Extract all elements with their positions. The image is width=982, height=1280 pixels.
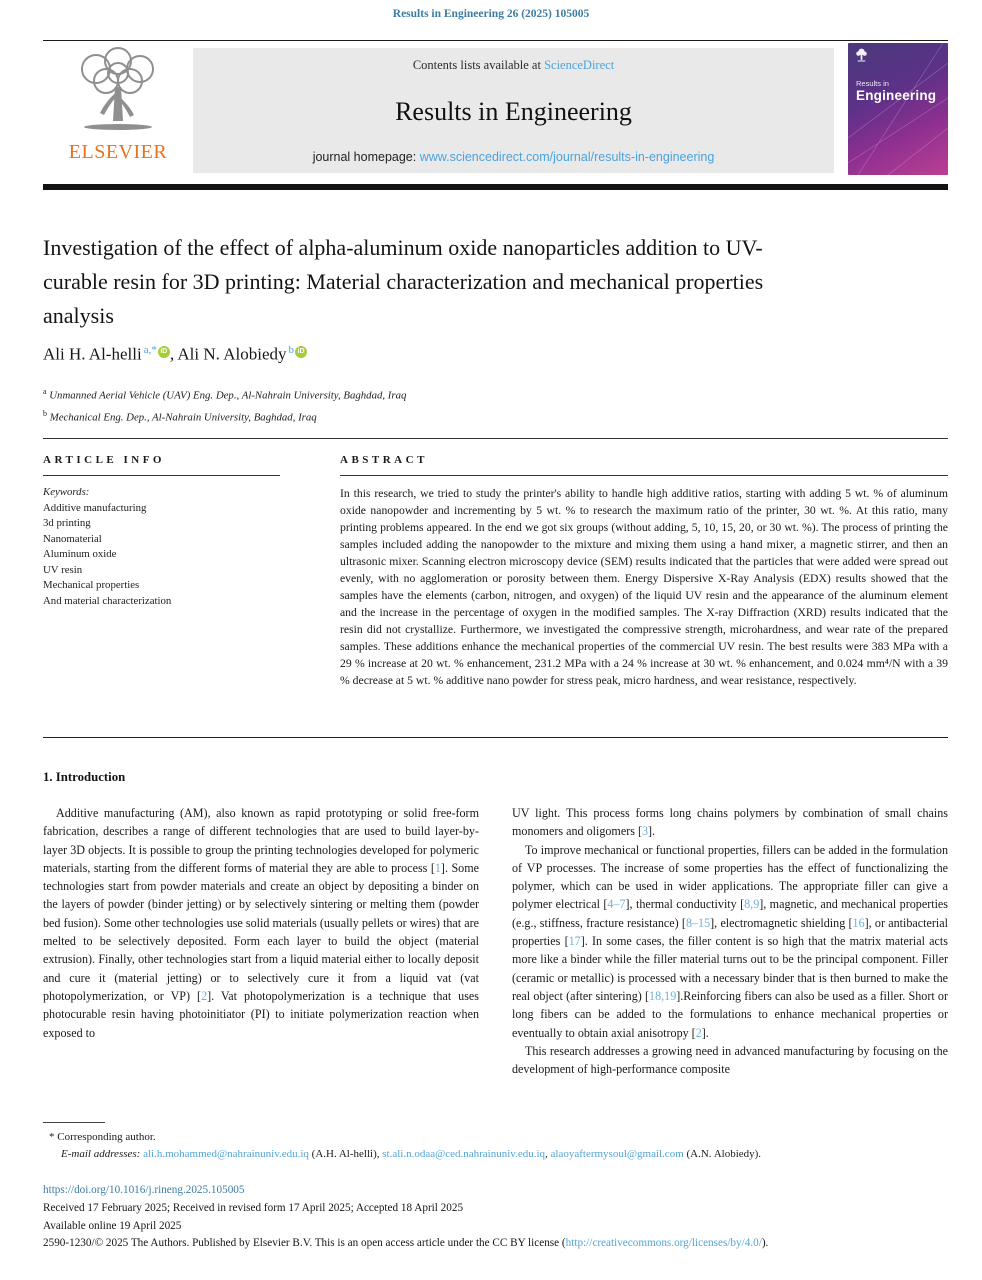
intro-paragraph <box>512 1042 948 1079</box>
author-superscript[interactable]: a,* <box>143 344 157 356</box>
orcid-icon[interactable]: iD <box>158 346 170 358</box>
elsevier-wordmark: ELSEVIER <box>68 141 168 163</box>
abstract-rule <box>340 475 948 476</box>
cover-title <box>856 79 936 103</box>
contents-label: Contents lists available at <box>412 58 545 72</box>
affiliation-text: Unmanned Aerial Vehicle (UAV) Eng. Dep., Al-Nahrain University, Baghdad, Iraq <box>46 389 407 402</box>
author-name: Ali H. Al-helli <box>43 344 142 364</box>
text-segment: ].Reinforcing fibers can also be used as a filler. Short or long fibers can be added to the formulations to enhance mechanical properties or eventually to obtain axial anisotropy [ <box>512 988 949 1040</box>
text-segment: ]. In some cases, the filler content is so high that the matrix material acts more like a binder while the filler material turns out to be the principal component. Filler (ceramic or metallic) is processed with a necessary binder that is then burned to make the real object (after sintering) [ <box>512 934 948 1003</box>
intro-paragraph <box>512 841 948 1042</box>
abstract-header: ABSTRACT <box>340 454 428 466</box>
available-online-line: Available online 19 April 2025 <box>43 1219 182 1232</box>
text-segment: ). <box>761 1237 769 1250</box>
affiliation-text: Mechanical Eng. Dep., Al-Nahrain University, Baghdad, Iraq <box>47 411 317 424</box>
intro-paragraph <box>512 804 948 841</box>
author-superscript[interactable]: b <box>288 344 294 356</box>
inline-link[interactable]: http://creativecommons.org/licenses/by/4.0/ <box>565 1237 762 1250</box>
keyword-item: Mechanical properties <box>43 579 140 591</box>
article-info-rule <box>43 475 280 476</box>
keyword-item: UV resin <box>43 563 83 576</box>
keyword-item: Aluminum oxide <box>43 548 117 560</box>
right-column <box>512 804 948 1078</box>
citation-link[interactable]: 2 <box>695 1025 702 1040</box>
received-dates-line: Received 17 February 2025; Received in revised form 17 April 2025; Accepted 18 April 2025 <box>43 1201 464 1214</box>
text-segment: ], magnetic, and mechanical properties (e.g., stiffness, fracture resistance) [ <box>512 897 949 930</box>
inline-link[interactable]: alaoyaftermysoul@gmail.com <box>550 1148 684 1160</box>
affiliation-line <box>43 405 406 427</box>
affiliation-superscript: b <box>43 408 47 418</box>
keywords-list <box>43 485 293 609</box>
text-segment: This research addresses a growing need in advanced manufacturing by focusing on the development of high-performance composite <box>512 1043 948 1077</box>
text-segment: ], thermal conductivity [ <box>625 897 745 912</box>
text-segment: ], electromagnetic shielding [ <box>710 915 853 930</box>
introduction-heading: 1. Introduction <box>43 770 126 784</box>
author-separator: , <box>169 344 178 364</box>
left-column <box>43 804 479 1078</box>
citation-link[interactable]: 3 <box>641 824 649 839</box>
text-segment: (A.N. Alobiedy). <box>683 1148 762 1160</box>
contents-line <box>413 58 614 73</box>
citation-link[interactable]: 4–7 <box>607 897 626 912</box>
homepage-label: journal homepage: <box>312 150 420 164</box>
inline-link[interactable]: ali.h.mohammed@nahrainuniv.edu.iq <box>143 1148 309 1160</box>
footnote-rule <box>43 1122 105 1123</box>
journal-banner <box>43 40 948 177</box>
text-segment: Additive manufacturing (AM), also known as rapid prototyping or solid free-form fabrication, describes a range of different technologies that are used to build layer-by-layer 3D objects. It is possible to group the printing technologies developed for polymeric materials, starting from the different forms of material they are able to process [ <box>43 806 479 875</box>
article-info-header: ARTICLE INFO <box>43 454 165 466</box>
homepage-link[interactable]: www.sciencedirect.com/journal/results-in-engineering <box>419 150 715 164</box>
info-abstract-block <box>43 438 948 738</box>
introduction-section <box>43 770 948 1078</box>
affiliation-superscript: a <box>43 387 47 396</box>
email-addresses-line <box>43 1146 948 1163</box>
author-name: Ali N. Alobiedy <box>177 344 287 364</box>
affiliations <box>43 383 406 426</box>
elsevier-tree-icon <box>66 47 170 139</box>
inline-link[interactable]: st.ali.n.odaa@ced.nahrainuniv.edu.iq <box>382 1148 546 1160</box>
text-segment: ]. <box>701 1025 709 1040</box>
citation-link[interactable]: 8,9 <box>744 897 760 912</box>
text-segment: E-mail addresses: <box>61 1148 144 1160</box>
text-segment: , <box>545 1148 551 1160</box>
homepage-line <box>313 150 715 164</box>
text-segment: ]. <box>648 824 656 839</box>
text-segment: UV light. This process forms long chains polymers by combination of small chains monomers and oligomers [ <box>512 806 948 839</box>
text-segment: To improve mechanical or functional properties, fillers can be added in the formulation of VP processes. The increase of some properties has the effect of functionalizing the polymer, which can be used in wider applications. The appropriate filler can give a polymer electrical [ <box>512 842 948 912</box>
section-divider-rule <box>43 737 948 738</box>
keyword-item: Additive manufacturing <box>43 501 147 514</box>
orcid-icon[interactable]: iD <box>295 346 307 358</box>
citation-link[interactable]: 8–15 <box>685 915 711 930</box>
banner-box <box>193 48 834 173</box>
sciencedirect-link[interactable]: ScienceDirect <box>544 58 615 72</box>
affiliation-line <box>43 383 406 405</box>
text-segment: (A.H. Al-helli), <box>308 1148 383 1160</box>
article-title: Investigation of the effect of alpha-aluminum oxide nanoparticles addition to UV-curable resin for 3D printing: Material characterization and mechanical properties analysis <box>43 235 764 328</box>
citation-link[interactable]: 1 <box>434 860 441 875</box>
keyword-item: 3d printing <box>43 517 91 529</box>
banner-journal-title: Results in Engineering <box>395 96 632 126</box>
keyword-item: And material characterization <box>43 594 172 607</box>
citation-link[interactable]: 17 <box>568 934 581 949</box>
cover-title-line1: Results in <box>856 79 889 88</box>
text-segment: ]. Some technologies start from powder materials and create an object by depositing a binder on the layers of powder (binder jetting) or by selectively sintering or melting them (powder bed fusion). Some other technologies use solid materials (usually pellets or wires) that are melted to be selectively deposited. Form each layer to build the object (material extrusion). Finally, other technologies start from a liquid material either to locally deposit and cure it (material jetting) or to selectively cure it from a liquid vat (vat photopolymerization, or VP) [ <box>43 860 479 1003</box>
two-column-body <box>43 804 948 1078</box>
citation-link[interactable]: 2 <box>201 988 208 1003</box>
text-segment: 2590-1230/© 2025 The Authors. Published by Elsevier B.V. This is an open access article under the CC BY license ( <box>43 1237 566 1250</box>
intro-paragraph <box>43 804 479 1042</box>
abstract-column <box>340 439 948 738</box>
journal-reference: Results in Engineering 26 (2025) 105005 <box>392 8 590 20</box>
banner-bottom-rule <box>43 184 948 190</box>
article-footer <box>43 1182 948 1253</box>
text-segment: ], or antibacterial properties [ <box>512 915 949 949</box>
abstract-text: In this research, we tried to study the printer's ability to handle high additive ratios, starting with adding 5 wt. % of aluminum oxide nanopowder and incrementing by 5 wt. % to research the maximum ratio of the printer, 30 wt. %. At this ratio, many printing problems appeared. In the end we got six groups (without adding, 5, 10, 15, 20, or 30 wt. %). The process of printing the samples included adding the nanopowder to the mixture and mixing them using a hand mixer, a magnetic stirrer, and then an ultrasonic mixer. Scanning electron microscopy device (SEM) results indicated that the particles that were added were spread out evenly, with no agglomeration or porosity between them. Energy Dispersive X-Ray Analysis (EDX) results showed that the samples have the elements (carbon, nitrogen, and oxygen) of the liquid UV resin and the appearance of the aluminum element and the increase in the percentage of oxygen in the modified samples. The X-ray Diffraction (XRD) results indicated that the resin did not crystallize. Furthermore, we investigated the compressive strength, microhardness, and wear rate of the prepared samples. These additions enhance the mechanical properties of the commercial UV resin. The best results were 383 MPa with a 29 % increase at 20 wt. % enhancement, 231.2 MPa with a 24 % increase at 30 wt. % enhancement, and 0.024 mm⁴/N with a 39 % decrease at 5 wt. % additive nano powder for stress peak, micro hardness, and wear resistance, respectively. <box>340 487 948 687</box>
keywords-label: Keywords: <box>43 486 90 498</box>
journal-cover-thumbnail <box>848 43 948 175</box>
cover-title-line2: Engineering <box>856 88 937 103</box>
elsevier-logo <box>43 41 193 177</box>
citation-link[interactable]: 18,19 <box>649 988 677 1003</box>
cover-elsevier-mark-icon <box>855 48 868 63</box>
keyword-item: Nanomaterial <box>43 532 102 545</box>
text-segment: ]. Vat photopolymerization is a technique that uses photocurable resin having photoinitiator (PI) to initiate polymerization reaction when exposed to <box>43 988 479 1040</box>
footnotes-block <box>43 1122 948 1163</box>
copyright-line <box>43 1235 948 1253</box>
article-info-column <box>43 439 293 738</box>
corresponding-author-note: * Corresponding author. <box>49 1131 156 1143</box>
citation-link[interactable]: 16 <box>852 915 865 930</box>
author-line <box>43 344 307 365</box>
doi-link[interactable]: https://doi.org/10.1016/j.rineng.2025.105005 <box>43 1184 245 1196</box>
